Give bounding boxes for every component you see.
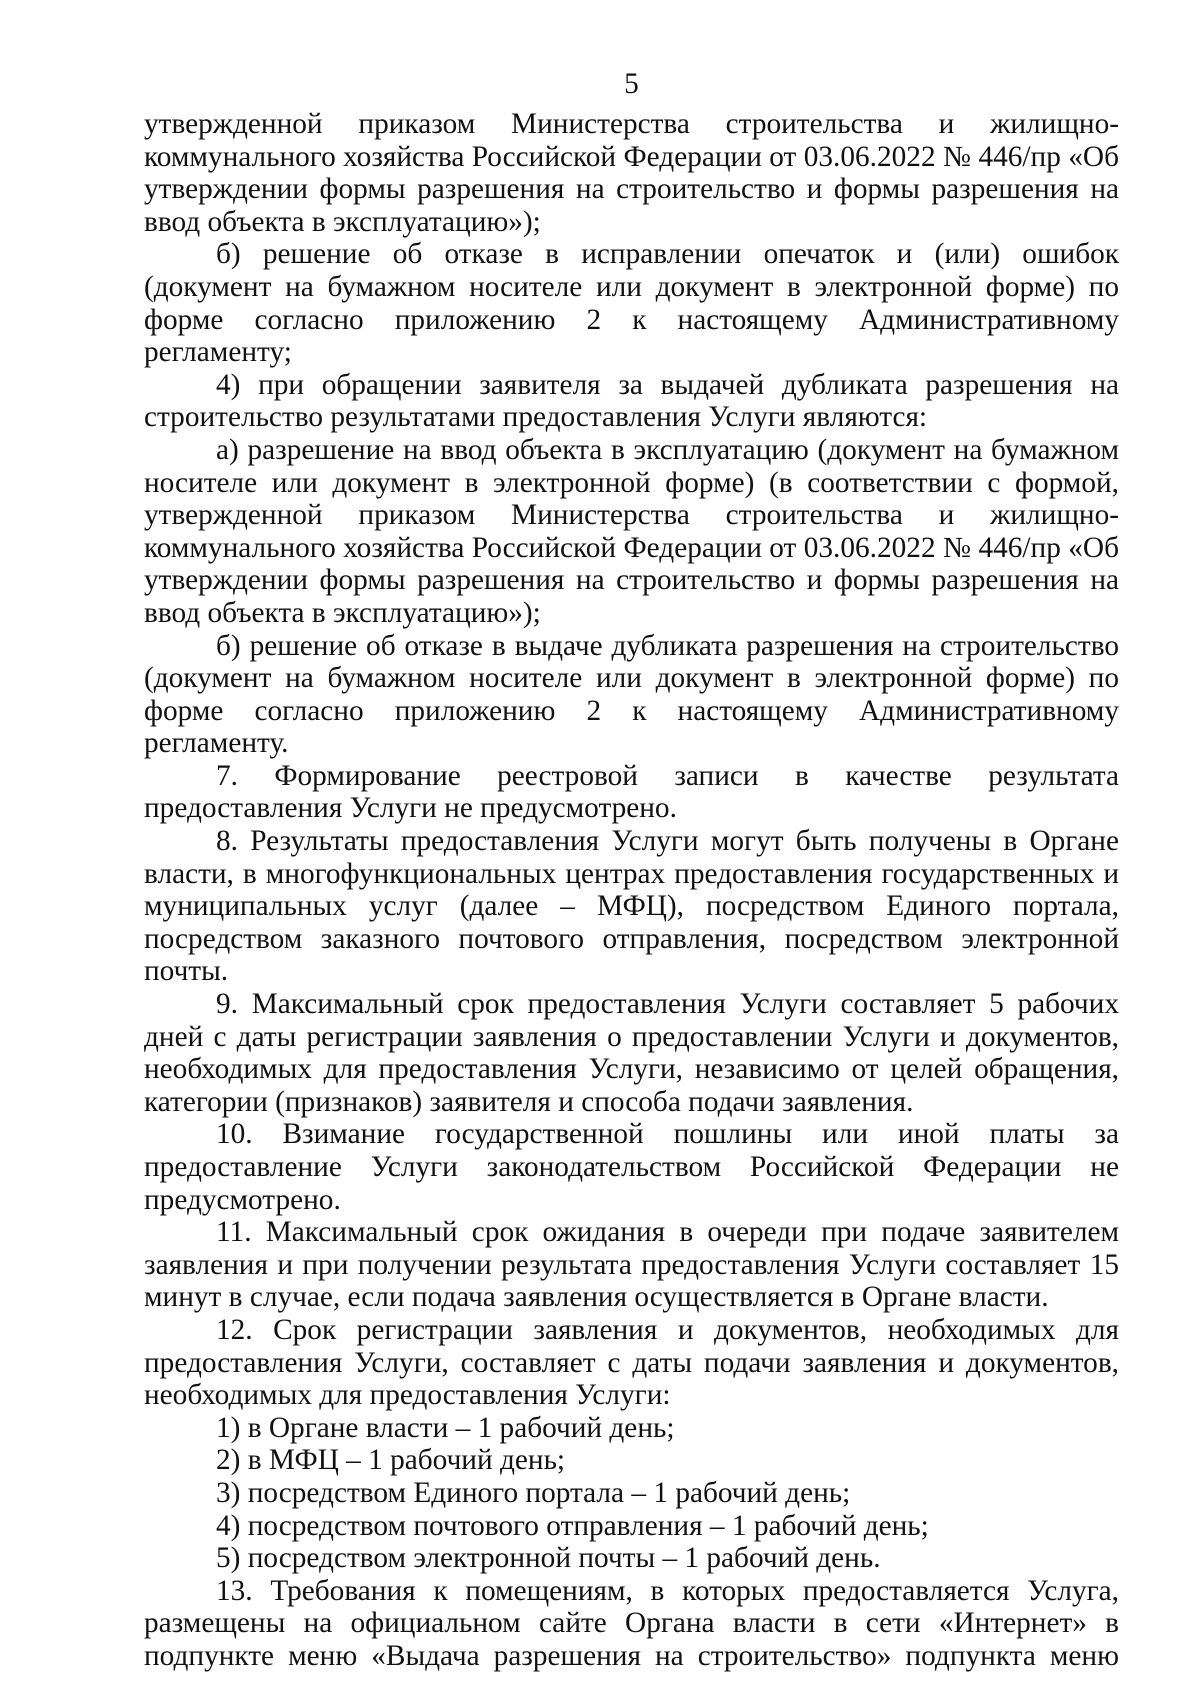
paragraph-item-10: 10. Взимание государственной пошлины или иной платы за предоставление Услуги законодательством Российской Федерации не предусмотрено.: [144, 1118, 1119, 1216]
list-item-registration-portal: 3) посредством Единого портала – 1 рабочий день;: [216, 1476, 851, 1509]
paragraph-item-11: 11. Максимальный срок ожидания в очереди при подаче заявителем заявления и при получении результата предоставления Услуги составляет 15 минут в случае, если подача заявления осуществляется в Органе власти.: [144, 1216, 1119, 1314]
paragraph-refusal-duplicate: б) решение об отказе в выдаче дубликата разрешения на строительство (документ на бумажном носителе или документ в электронной форме) по форме согласно приложению 2 к настоящему Административному регламенту.: [144, 629, 1119, 760]
paragraph-item-12: 12. Срок регистрации заявления и документов, необходимых для предоставления Услуги, составляет с даты подачи заявления и документов, необходимых для предоставления Услуги:: [144, 1313, 1119, 1412]
paragraph-item-13: 13. Требования к помещениям, в которых предоставляется Услуга, размещены на официальном сайте Органа власти в сети «Интернет» в подпункте меню «Выдача разрешения на строительство» подпункта меню: [144, 1574, 1119, 1672]
list-item-registration-authority: 1) в Органе власти – 1 рабочий день;: [216, 1411, 675, 1444]
paragraph-item-8: 8. Результаты предоставления Услуги могут быть получены в Органе власти, в многофункциональных центрах предоставления государственных и муниципальных услуг (далее – МФЦ), посредством Единого портала, посредством заказного почтового отправления, посредством электронной почты.: [144, 825, 1119, 988]
paragraph-duplicate-request-results: 4) при обращении заявителя за выдачей дубликата разрешения на строительство результатами предоставления Услуги являются:: [144, 368, 1119, 434]
paragraph-item-9: 9. Максимальный срок предоставления Услуги составляет 5 рабочих дней с даты регистрации заявления о предоставлении Услуги и документов, необходимых для предоставления Услуги, независимо от целей обращения, категории (признаков) заявителя и способа подачи заявления.: [144, 988, 1119, 1118]
paragraph-item-7: 7. Формирование реестровой записи в качестве результата предоставления Услуги не предусмотрено.: [144, 759, 1119, 825]
paragraph-order-reference: утвержденной приказом Министерства строительства и жилищно-коммунального хозяйства Российской Федерации от 03.06.2022 № 446/пр «Об утверждении формы разрешения на строительство и формы разрешения на ввод объекта в эксплуатацию»);: [144, 108, 1119, 238]
paragraph-commissioning-permit: а) разрешение на ввод объекта в эксплуатацию (документ на бумажном носителе или документ в электронной форме) (в соответствии с формой, утвержденной приказом Министерства строительства и жилищно-коммунального хозяйства Российской Федерации от 03.06.2022 № 446/пр «Об утверждении формы разрешения на строительство и формы разрешения на ввод объекта в эксплуатацию»);: [144, 433, 1119, 629]
page-number: 5: [624, 68, 639, 100]
list-item-registration-mail: 4) посредством почтового отправления – 1 рабочий день;: [216, 1509, 929, 1542]
document-page: [144, 68, 1119, 1673]
paragraph-refusal-typo-correction: б) решение об отказе в исправлении опечаток и (или) ошибок (документ на бумажном носителе или документ в электронной форме) по форме согласно приложению 2 к настоящему Административному регламенту;: [144, 238, 1119, 369]
list-item-registration-mfc: 2) в МФЦ – 1 рабочий день;: [216, 1444, 566, 1477]
list-item-registration-email: 5) посредством электронной почты – 1 рабочий день.: [216, 1542, 881, 1575]
